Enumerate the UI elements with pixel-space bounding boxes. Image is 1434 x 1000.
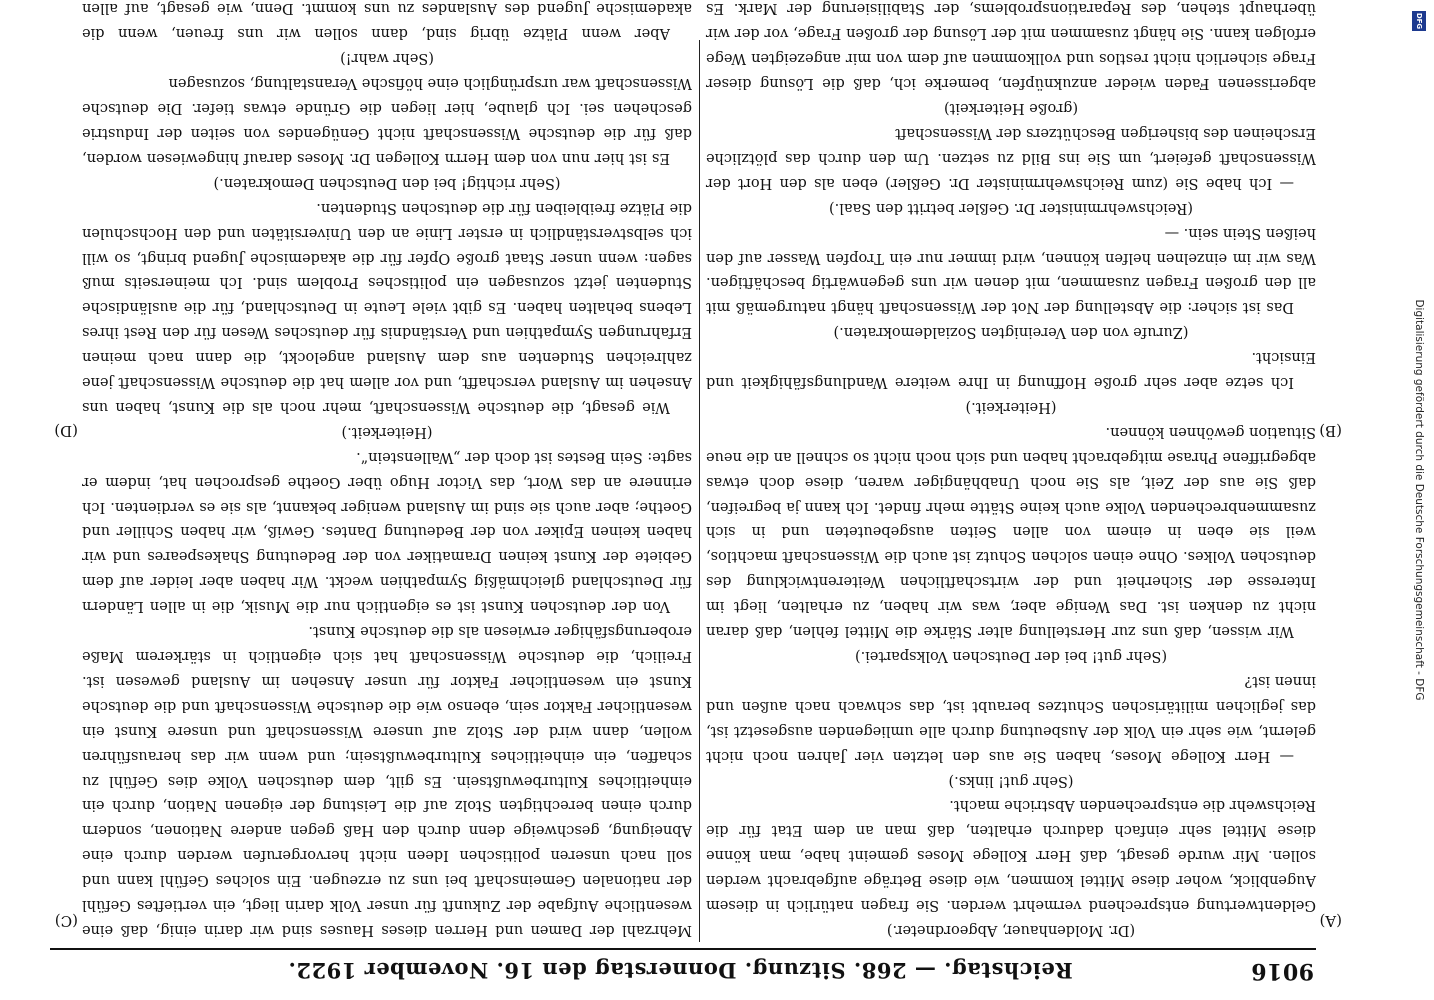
paragraph: Mehrzahl der Damen und Herren dieses Hauses sind wir darin einig, daß eine wesentliche Aufgabe der Zukunft für unser Volk darin liegt, ein vertieftes Gefühl der nationalen Gemeinschaft bei uns zu erzeugen. Ein solches Gefühl kann und soll nach unseren politischen Ideen nicht hervorgerufen werden durch eine Abneigung, geschweige denn durch den Haß gegen andere Nationen, sondern durch einen berechtigten Stolz auf die Leistung der eigenen Nation, durch ein einheitliches Kulturbewußtsein. Es gilt, dem deutschen Volke dies Gefühl zu schaffen, ein einheitliches Kulturbewußtsein; und wenn wir das herausführen wollen, dann wird der Stolz auf unsere Wissenschaft und unsere Kunst ein wesentlicher Faktor sein, ebenso wie die deutsche Wissenschaft und die deutsche Kunst ein wesentlicher Faktor für unser Ansehen im Ausland gewesen ist. Freilich, die deutsche Wissenschaft hat sich eigentlich in stärkerem Maße eroberungsfähiger erwiesen als die deutsche Kunst.: [82, 623, 692, 938]
page-number: 9016: [1250, 958, 1314, 984]
interjection: (große Heiterkeit): [943, 100, 1079, 117]
right-column: [82, 0, 692, 942]
dfg-logo: DFG: [1412, 11, 1426, 31]
paragraph: Von der deutschen Kunst ist es eigentlich nur die Musik, die in allen Ländern für Deutschland gleichmäßig Sympathien weckt. Wir haben aber leider auf dem Gebiete der Kunst keinen Dramatiker von der Bedeutung Shakespeares und wir haben keinen Epiker von der Bedeutung Dantes. Gewiß, wir haben Schiller und Goethe; aber auch sie sind im Ausland weniger bekannt, als sie es verdienten. Ich erinnere an das Wort, das Victor Hugo über Goethe gesprochen hat, indem er sagte: Sein Bestes ist doch der „Wallenstein“.: [82, 448, 692, 615]
margin-marker-d: (D): [54, 422, 78, 440]
page-title: Reichstag. — 268. Sitzung. Donnerstag den 16. November 1922.: [288, 958, 1073, 984]
interjection: (Heiterkeit.): [965, 398, 1057, 415]
paragraph: — Ich habe Sie (zum Reichswehrminister Dr. Geßler) eben als den Hort der Wissenschaft gefeiert, um Sie ins Bild zu setzen. Um den durch das plötzliche Erscheinen des bisherigen Beschützers der Wissenschaft: [706, 125, 1316, 191]
interjection: (Sehr gut! bei der Deutschen Volkspartei.): [854, 648, 1168, 665]
interjection: (Sehr wahr!): [340, 50, 434, 67]
paragraph: — Herr Kollege Moses, haben Sie aus den letzten vier Jahren noch nicht gelernt, wie sehr ein Volk der Ausbeutung durch alle umliegenden ausgesetzt ist, das jeglichen militärischen Schutzes beraubt ist, das schwach nach außen und innen ist?: [706, 672, 1316, 764]
paragraph: Das ist sicher: die Abstellung der Not der Wissenschaft hängt naturgemäß mit all den großen Fragen zusammen, mit denen wir uns gegenwärtig beschäftigen. Was wir im einzelnen helfen können, wird immer nur ein Tropfen Wasser auf den heißen Stein sein. —: [706, 224, 1316, 316]
margin-marker-a: (A): [1319, 912, 1342, 930]
interjection: (Sehr richtig! bei den Deutschen Demokraten.): [213, 174, 561, 191]
paragraph: Ich setze aber sehr große Hoffnung in Ihre weitere Wandlungsfähigkeit und Einsicht.: [706, 349, 1316, 391]
interjection: (Dr. Moldenhauer, Abgeordneter.): [886, 922, 1136, 938]
column-divider: [699, 40, 700, 942]
paragraph: Geldentwertung entsprechend vermehrt werden. Sie fragen natürlich in diesem Augenblick, woher diese Mittel kommen, wie diese Beträge aufgebracht werden sollen. Mir wurde gesagt, daß Herr Kollege Moses gemeint habe, man könne diese Mittel sehr einfach dadurch erhalten, daß man an dem Etat für die Reichswehr die entsprechenden Abstriche macht.: [706, 797, 1316, 914]
digitization-sidebar: [1404, 0, 1434, 1000]
interjection: (Zurufe von den Vereinigten Sozialdemokraten.): [833, 324, 1189, 341]
header-rule: [50, 948, 1316, 950]
paragraph: Wie gesagt, die deutsche Wissenschaft, mehr noch als die Kunst, haben uns Ansehen im Ausland verschafft, und vor allem hat die deutsche Wissenschaft jene zahlreichen Studenten aus dem Ausland angelockt, die dann nach meinen Erfahrungen Sympathien und Verständnis für deutsches Wesen für den Rest ihres Lebens behalten haben. Es gibt viele Leute in Deutschland, für die ausländische Studenten jetzt sozusagen ein politisches Problem sind. Ich meinerseits muß sagen: wenn unser Staat große Opfer für die akademische Jugend bringt, so will ich selbstverständlich in erster Linie an den Universitäten und den Hochschulen die Plätze freibleiben für die deutschen Studenten.: [82, 199, 692, 415]
interjection: (Sehr gut! links.): [948, 772, 1074, 789]
page-header: [50, 954, 1314, 988]
margin-marker-b: (B): [1319, 422, 1342, 440]
paragraph: abgerissenen Faden wieder anzuknüpfen, bemerke ich, daß die Lösung dieser Frage sicherlich nicht restlos und vollkommen auf dem von mir angezeigten Wege erfolgen kann. Sie hängt zusammen mit der Lösung der großen Frage, vor der wir überhaupt stehen, des Reparationsproblems, der Stabilisierung der Mark. Es: [706, 0, 1316, 92]
left-column: [706, 0, 1316, 942]
paragraph: Wir wissen, daß uns zur Herstellung alter Stärke die Mittel fehlen, daß daran nicht zu denken ist. Das Wenige aber, was wir haben, zu erhalten, liegt im Interesse der Sicherheit und der wirtschaftlichen Weiterentwicklung des deutschen Volkes. Ohne einen solchen Schutz ist auch die Wissenschaft machtlos, weil sie eben in einem von allen Seiten ausgebeuteten und in sich zusammenbrechenden Volke auch keine Stätte mehr findet. Ich kann ja begreifen, daß Sie aus der Zeit, als Sie noch Unabhängiger waren, diese doch etwas abgegriffene Phrase mitgebracht haben und sich noch nicht so schnell an die neue Situation gewöhnen können.: [706, 423, 1316, 640]
paragraph: Aber wenn Plätze übrig sind, dann sollen wir uns freuen, wenn die akademische Jugend des Auslandes zu uns kommt. Denn, wie gesagt, auf allen: [82, 0, 692, 42]
margin-marker-c: (C): [54, 912, 78, 930]
paragraph: Es ist hier nun von dem Herrn Kollegen Dr. Moses darauf hingewiesen worden, daß für die deutsche Wissenschaft nicht Genügendes von seiten der Industrie geschehen sei. Ich glaube, hier liegen die Gründe etwas tiefer. Die deutsche Wissenschaft war ursprünglich eine höfische Veranstaltung, sozusagen: [82, 75, 692, 166]
digitization-credit: Digitalisierung gefördert durch die Deutsche Forschungsgemeinschaft - DFG: [1413, 299, 1425, 701]
interjection: (Heiterkeit.): [341, 423, 433, 440]
interjection: (Reichswehrminister Dr. Geßler betritt den Saal.): [829, 199, 1193, 216]
